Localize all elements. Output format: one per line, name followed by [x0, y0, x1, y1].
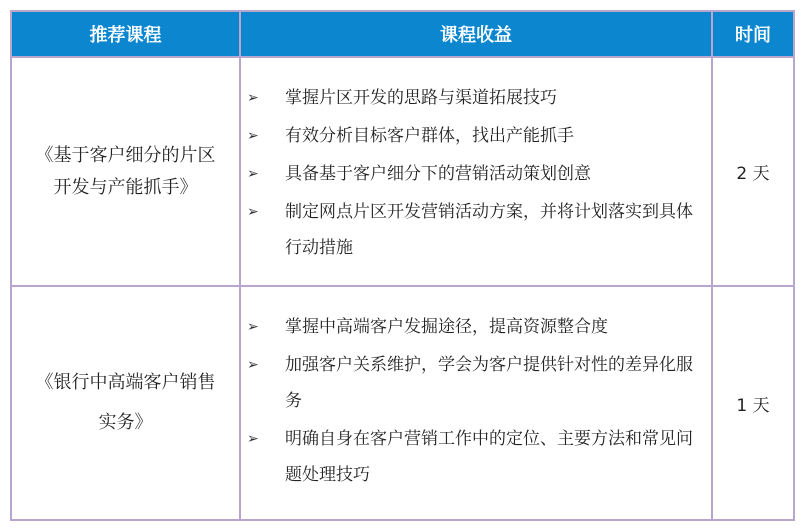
benefit-text: 具备基于客户细分下的营销活动策划创意 — [285, 164, 591, 184]
list-item — [241, 347, 711, 419]
arrowhead-bullet-icon: ➢ — [247, 431, 259, 447]
benefit-text: 制定网点片区开发营销活动方案，并将计划落实到具体行动措施 — [285, 202, 693, 258]
table-row — [11, 57, 794, 286]
benefit-list — [241, 309, 711, 493]
course-name-cell — [11, 57, 240, 286]
course-name-cell — [11, 286, 240, 520]
benefit-text: 加强客户关系维护，学会为客户提供针对性的差异化服务 — [285, 355, 693, 411]
arrowhead-bullet-icon: ➢ — [247, 90, 259, 106]
benefit-text: 有效分析目标客户群体，找出产能抓手 — [285, 126, 574, 146]
header-course: 推荐课程 — [11, 11, 240, 57]
arrowhead-bullet-icon: ➢ — [247, 166, 259, 182]
list-item — [241, 194, 711, 266]
header-benefit: 课程收益 — [240, 11, 712, 57]
duration-cell: 1 天 — [712, 286, 794, 520]
arrowhead-bullet-icon: ➢ — [247, 128, 259, 144]
benefit-list — [241, 80, 711, 266]
course-name-line: 《银行中高端客户销售 — [35, 372, 216, 393]
course-table — [10, 10, 795, 521]
duration-cell: 2 天 — [712, 57, 794, 286]
course-name-line: 《基于客户细分的片区 — [35, 144, 216, 166]
benefits-cell — [240, 57, 712, 286]
list-item — [241, 309, 711, 345]
list-item — [241, 421, 711, 493]
benefit-text: 明确自身在客户营销工作中的定位、主要方法和常见问题处理技巧 — [285, 429, 693, 485]
course-name-line: 开发与产能抓手》 — [53, 176, 198, 198]
list-item — [241, 80, 711, 116]
benefit-text: 掌握片区开发的思路与渠道拓展技巧 — [285, 88, 557, 108]
table-row — [11, 286, 794, 520]
arrowhead-bullet-icon: ➢ — [247, 319, 259, 335]
benefits-cell — [240, 286, 712, 520]
list-item — [241, 118, 711, 154]
header-time: 时间 — [712, 11, 794, 57]
list-item — [241, 156, 711, 192]
arrowhead-bullet-icon: ➢ — [247, 204, 259, 220]
header-row — [11, 11, 794, 57]
benefit-text: 掌握中高端客户发掘途径，提高资源整合度 — [285, 317, 608, 337]
course-name-line: 实务》 — [98, 412, 153, 433]
arrowhead-bullet-icon: ➢ — [247, 357, 259, 373]
